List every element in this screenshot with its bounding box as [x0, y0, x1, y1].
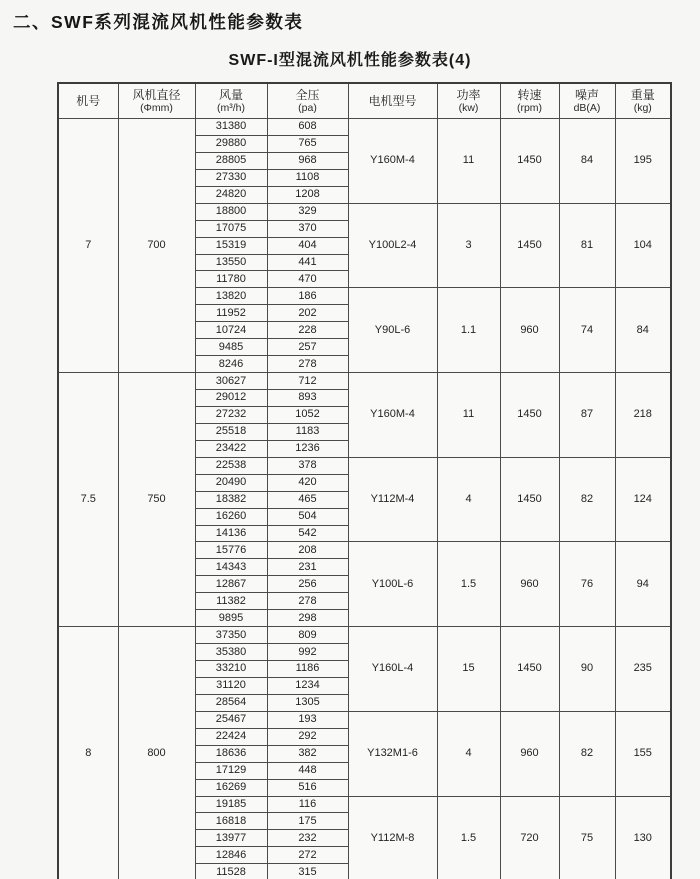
pressure-cell: 175: [267, 813, 348, 830]
flow-cell: 16269: [195, 779, 267, 796]
flow-cell: 14343: [195, 559, 267, 576]
power-cell: 1.1: [437, 288, 500, 373]
flow-cell: 18636: [195, 745, 267, 762]
pressure-cell: 382: [267, 745, 348, 762]
diameter-cell: 750: [118, 373, 195, 627]
col-header-speed: 转速 (rpm): [500, 83, 559, 119]
power-cell: 4: [437, 457, 500, 542]
flow-cell: 28805: [195, 152, 267, 169]
pressure-cell: 370: [267, 220, 348, 237]
flow-cell: 18382: [195, 491, 267, 508]
pressure-cell: 228: [267, 322, 348, 339]
pressure-cell: 232: [267, 830, 348, 847]
size-cell: 7: [58, 119, 118, 373]
pressure-cell: 231: [267, 559, 348, 576]
noise-cell: 84: [559, 119, 615, 204]
pressure-cell: 272: [267, 847, 348, 864]
flow-cell: 19185: [195, 796, 267, 813]
flow-cell: 17129: [195, 762, 267, 779]
page-title: 二、SWF系列混流风机性能参数表: [13, 12, 304, 32]
noise-cell: 82: [559, 457, 615, 542]
table-subtitle: SWF-I型混流风机性能参数表(4): [228, 52, 472, 69]
flow-cell: 27330: [195, 169, 267, 186]
pressure-cell: 516: [267, 779, 348, 796]
pressure-cell: 278: [267, 593, 348, 610]
pressure-cell: 968: [267, 152, 348, 169]
table-row: [58, 627, 671, 644]
flow-cell: 11780: [195, 271, 267, 288]
pressure-cell: 1236: [267, 440, 348, 457]
pressure-cell: 298: [267, 610, 348, 627]
power-cell: 11: [437, 373, 500, 458]
pressure-cell: 765: [267, 135, 348, 152]
diameter-cell: 800: [118, 627, 195, 879]
speed-cell: 720: [500, 796, 559, 879]
noise-cell: 75: [559, 796, 615, 879]
flow-cell: 30627: [195, 373, 267, 390]
flow-cell: 12846: [195, 847, 267, 864]
flow-cell: 24820: [195, 186, 267, 203]
col-header-flow: 风量 (m³/h): [195, 83, 267, 119]
flow-cell: 29012: [195, 390, 267, 407]
flow-cell: 11382: [195, 593, 267, 610]
pressure-cell: 193: [267, 711, 348, 728]
noise-cell: 87: [559, 373, 615, 458]
speed-cell: 1450: [500, 627, 559, 712]
pressure-cell: 315: [267, 864, 348, 879]
noise-cell: 81: [559, 203, 615, 288]
weight-cell: 235: [615, 627, 671, 712]
col-header-power: 功率 (kw): [437, 83, 500, 119]
speed-cell: 960: [500, 711, 559, 796]
weight-cell: 124: [615, 457, 671, 542]
pressure-cell: 186: [267, 288, 348, 305]
weight-cell: 104: [615, 203, 671, 288]
col-header-motor: 电机型号: [348, 83, 437, 119]
flow-cell: 12867: [195, 576, 267, 593]
size-cell: 8: [58, 627, 118, 879]
flow-cell: 22424: [195, 728, 267, 745]
pressure-cell: 1234: [267, 677, 348, 694]
flow-cell: 15319: [195, 237, 267, 254]
diameter-cell: 700: [118, 119, 195, 373]
flow-cell: 17075: [195, 220, 267, 237]
weight-cell: 94: [615, 542, 671, 627]
flow-cell: 13820: [195, 288, 267, 305]
flow-cell: 25518: [195, 423, 267, 440]
speed-cell: 1450: [500, 373, 559, 458]
flow-cell: 27232: [195, 406, 267, 423]
pressure-cell: 1305: [267, 694, 348, 711]
noise-cell: 74: [559, 288, 615, 373]
flow-cell: 18800: [195, 203, 267, 220]
pressure-cell: 202: [267, 305, 348, 322]
motor-cell: Y112M-8: [348, 796, 437, 879]
power-cell: 4: [437, 711, 500, 796]
pressure-cell: 420: [267, 474, 348, 491]
pressure-cell: 608: [267, 119, 348, 136]
power-cell: 15: [437, 627, 500, 712]
flow-cell: 35380: [195, 644, 267, 661]
flow-cell: 14136: [195, 525, 267, 542]
col-header-diameter: 风机直径 (Φmm): [118, 83, 195, 119]
power-cell: 11: [437, 119, 500, 204]
motor-cell: Y90L-6: [348, 288, 437, 373]
noise-cell: 76: [559, 542, 615, 627]
speed-cell: 960: [500, 288, 559, 373]
motor-cell: Y160L-4: [348, 627, 437, 712]
pressure-cell: 292: [267, 728, 348, 745]
pressure-cell: 116: [267, 796, 348, 813]
pressure-cell: 256: [267, 576, 348, 593]
weight-cell: 195: [615, 119, 671, 204]
motor-cell: Y160M-4: [348, 119, 437, 204]
flow-cell: 31380: [195, 119, 267, 136]
pressure-cell: 712: [267, 373, 348, 390]
flow-cell: 13977: [195, 830, 267, 847]
weight-cell: 84: [615, 288, 671, 373]
flow-cell: 13550: [195, 254, 267, 271]
flow-cell: 37350: [195, 627, 267, 644]
pressure-cell: 208: [267, 542, 348, 559]
flow-cell: 31120: [195, 677, 267, 694]
weight-cell: 130: [615, 796, 671, 879]
flow-cell: 25467: [195, 711, 267, 728]
power-cell: 1.5: [437, 542, 500, 627]
power-cell: 1.5: [437, 796, 500, 879]
motor-cell: Y100L-6: [348, 542, 437, 627]
pressure-cell: 1183: [267, 423, 348, 440]
flow-cell: 11952: [195, 305, 267, 322]
flow-cell: 29880: [195, 135, 267, 152]
pressure-cell: 504: [267, 508, 348, 525]
motor-cell: Y160M-4: [348, 373, 437, 458]
table-row: [58, 373, 671, 390]
pressure-cell: 992: [267, 644, 348, 661]
flow-cell: 16818: [195, 813, 267, 830]
pressure-cell: 441: [267, 254, 348, 271]
fan-performance-table: [57, 82, 672, 879]
speed-cell: 1450: [500, 457, 559, 542]
pressure-cell: 1108: [267, 169, 348, 186]
flow-cell: 22538: [195, 457, 267, 474]
size-cell: 7.5: [58, 373, 118, 627]
col-header-size: 机号: [58, 83, 118, 119]
pressure-cell: 809: [267, 627, 348, 644]
pressure-cell: 278: [267, 356, 348, 373]
flow-cell: 8246: [195, 356, 267, 373]
pressure-cell: 1186: [267, 661, 348, 678]
pressure-cell: 893: [267, 390, 348, 407]
motor-cell: Y112M-4: [348, 457, 437, 542]
pressure-cell: 404: [267, 237, 348, 254]
pressure-cell: 542: [267, 525, 348, 542]
weight-cell: 155: [615, 711, 671, 796]
speed-cell: 1450: [500, 119, 559, 204]
pressure-cell: 1208: [267, 186, 348, 203]
col-header-pressure: 全压 (pa): [267, 83, 348, 119]
pressure-cell: 465: [267, 491, 348, 508]
flow-cell: 33210: [195, 661, 267, 678]
flow-cell: 20490: [195, 474, 267, 491]
flow-cell: 23422: [195, 440, 267, 457]
pressure-cell: 1052: [267, 406, 348, 423]
speed-cell: 1450: [500, 203, 559, 288]
motor-cell: Y100L2-4: [348, 203, 437, 288]
flow-cell: 16260: [195, 508, 267, 525]
flow-cell: 28564: [195, 694, 267, 711]
noise-cell: 90: [559, 627, 615, 712]
pressure-cell: 378: [267, 457, 348, 474]
flow-cell: 9485: [195, 339, 267, 356]
noise-cell: 82: [559, 711, 615, 796]
pressure-cell: 470: [267, 271, 348, 288]
table-row: [58, 119, 671, 136]
power-cell: 3: [437, 203, 500, 288]
fan-table-body: [58, 119, 671, 879]
flow-cell: 15776: [195, 542, 267, 559]
col-header-noise: 噪声 dB(A): [559, 83, 615, 119]
flow-cell: 11528: [195, 864, 267, 879]
weight-cell: 218: [615, 373, 671, 458]
flow-cell: 10724: [195, 322, 267, 339]
pressure-cell: 257: [267, 339, 348, 356]
pressure-cell: 448: [267, 762, 348, 779]
pressure-cell: 329: [267, 203, 348, 220]
col-header-weight: 重量 (kg): [615, 83, 671, 119]
flow-cell: 9895: [195, 610, 267, 627]
speed-cell: 960: [500, 542, 559, 627]
motor-cell: Y132M1-6: [348, 711, 437, 796]
header-row: [58, 83, 671, 119]
